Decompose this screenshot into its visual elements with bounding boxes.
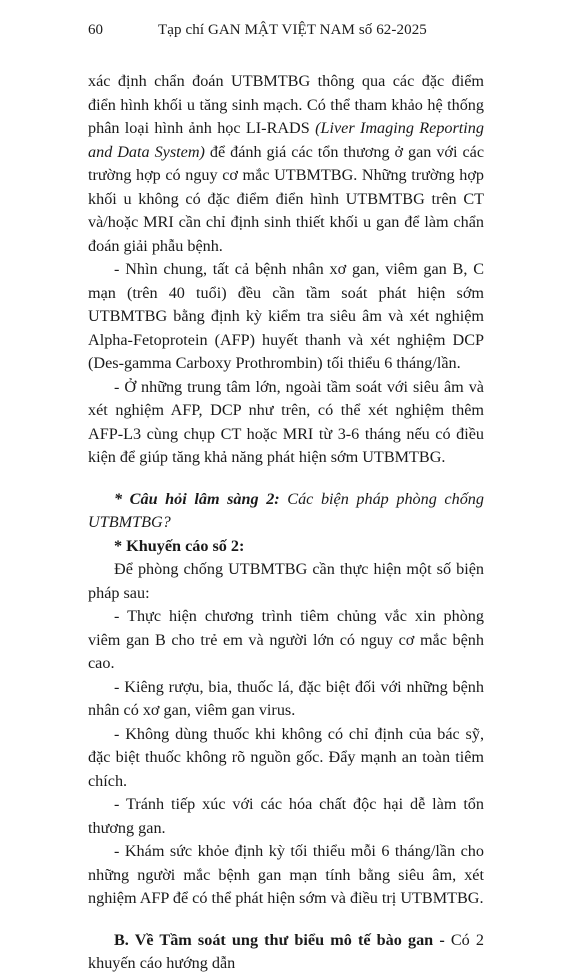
recommendation-intro: Để phòng chống UTBMTBG cần thực hiện một số biện pháp sau:	[88, 560, 484, 602]
article-body	[88, 70, 484, 976]
page-header	[88, 22, 484, 52]
section-b-text: Có 2 khuyến cáo hướng dẫn	[88, 930, 484, 972]
list-item: - Thực hiện chương trình tiêm chủng vắc xin phòng viêm gan B cho trẻ em và người lớn có nguy cơ mắc bệnh cao.	[88, 607, 484, 672]
lirads-expansion: (Liver Imaging Reporting and Data System)	[88, 119, 484, 161]
page-number: 60	[88, 22, 103, 38]
journal-title: Tạp chí GAN MẬT VIỆT NAM số 62-2025	[158, 22, 427, 38]
list-item: - Tránh tiếp xúc với các hóa chất độc hại dễ làm tổn thương gan.	[88, 795, 484, 837]
clinical-question-text: Các biện pháp phòng chống UTBMTBG?	[88, 489, 484, 531]
paragraph-large-centers: - Ở những trung tâm lớn, ngoài tầm soát với siêu âm và xét nghiệm AFP, DCP như trên, có thể xét nghiệm thêm AFP-L3 cùng chụp CT hoặc MRI từ 3-6 tháng nếu có điều kiện để giúp tăng khả năng phát hiện sớm UTBMTBG.	[88, 377, 484, 466]
recommendation-heading: * Khuyến cáo số 2:	[114, 536, 245, 555]
section-b-heading: B. Về Tầm soát ung thư biểu mô tế bào gan -	[114, 930, 445, 949]
clinical-question-label: * Câu hỏi lâm sàng 2:	[114, 489, 280, 508]
paragraph-diagnosis	[88, 70, 484, 258]
paragraph-screening: - Nhìn chung, tất cả bệnh nhân xơ gan, viêm gan B, C mạn (trên 40 tuổi) đều cần tầm soát phát hiện sớm UTBMTBG bằng định kỳ kiểm tra siêu âm và xét nghiệm Alpha-Fetoprotein (AFP) huyết thanh và xét nghiệm DCP (Des-gamma Carboxy Prothrombin) tối thiểu 6 tháng/lần.	[88, 260, 484, 372]
section-b	[88, 929, 484, 976]
paragraph-diagnosis-text-b: để đánh giá các tổn thương ở gan với các trường hợp có nguy cơ mắc UTBMTBG. Những trường hợp khối u không có đặc điểm điển hình UTBMTBG trên CT và/hoặc MRI cần chỉ định sinh thiết khối u gan để làm chẩn đoán giải phẫu bệnh.	[88, 142, 485, 255]
list-item: - Không dùng thuốc khi không có chỉ định của bác sỹ, đặc biệt thuốc không rõ nguồn gốc. Đẩy mạnh an toàn tiêm chích.	[88, 724, 484, 790]
list-item: - Khám sức khỏe định kỳ tối thiểu mỗi 6 tháng/lần cho những người mắc bệnh gan mạn tính bằng siêu âm, xét nghiệm AFP để có thể phát hiện sớm và điều trị UTBMTBG.	[88, 842, 484, 907]
clinical-question	[88, 488, 484, 535]
list-item: - Kiêng rượu, bia, thuốc lá, đặc biệt đối với những bệnh nhân có xơ gan, viêm gan virus.	[88, 677, 484, 719]
paragraph-diagnosis-text-a: xác định chẩn đoán UTBMTBG thông qua các đặc điểm điển hình khối u tăng sinh mạch. Có thể tham khảo hệ thống phân loại hình ảnh học LI-RADS	[88, 72, 484, 137]
